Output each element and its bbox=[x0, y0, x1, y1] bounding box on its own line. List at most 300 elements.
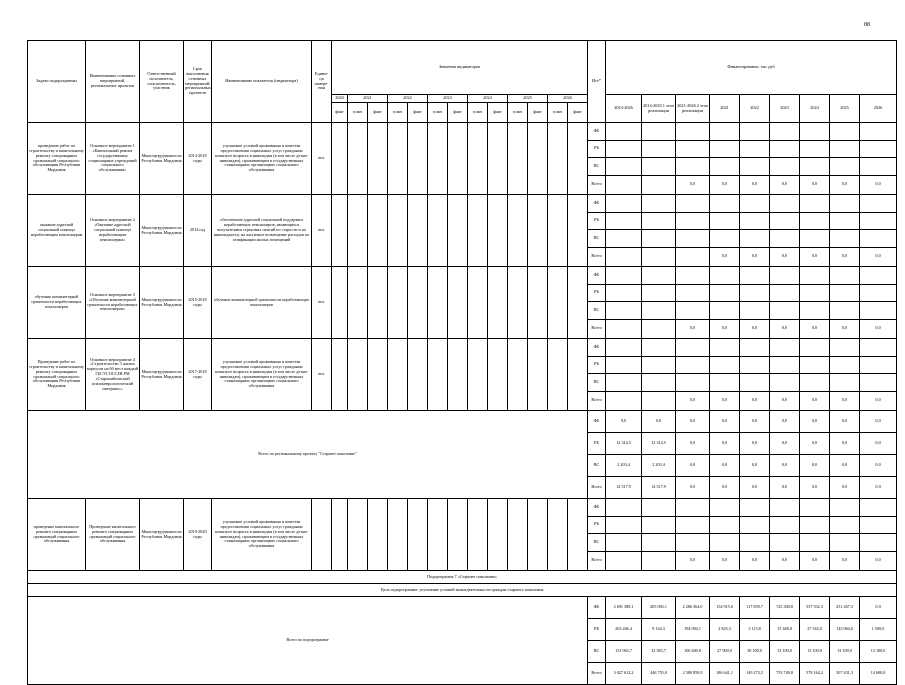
cell-fin-value: 9 144,3 bbox=[642, 619, 676, 641]
cell-fin-value: 2 203,4 bbox=[642, 455, 676, 477]
cell-fin-value bbox=[642, 499, 676, 517]
cell-indicator-value bbox=[528, 123, 548, 195]
cell-fin-value bbox=[830, 302, 860, 320]
cell-indicator-value bbox=[488, 339, 508, 411]
table-row bbox=[28, 339, 897, 357]
cell-fin-value: 0,0 bbox=[676, 175, 710, 195]
cell-fin-value bbox=[800, 534, 830, 552]
header-unit: Едини-ца измере-ния bbox=[312, 41, 332, 123]
cell-indicator-value bbox=[428, 267, 448, 339]
cell-fin-value: 0,0 bbox=[860, 247, 897, 267]
cell-indicator: улучшение условий проживания и качества предоставления социальных услуг гражданам пожилого возраста и инвалидам (в том числе детям-инвалидам), проживающим в государственных стационарных организациях социального обслуживания bbox=[212, 339, 312, 411]
header-year: 2022 bbox=[388, 95, 428, 103]
cell-fin-value: 0,0 bbox=[830, 433, 860, 455]
cell-fin-value: 0,0 bbox=[676, 391, 710, 411]
cell-indicator-value bbox=[508, 339, 528, 411]
cell-fin-value bbox=[642, 339, 676, 357]
cell-fin-value: 0,0 bbox=[710, 175, 740, 195]
cell-fin-value bbox=[800, 302, 830, 320]
cell-indicator: улучшение условий проживания и качества предоставления социальных услуг гражданам пожилого возраста и инвалидам (в том числе детям-инвалидам), проживающим в государственных стационарных организациях социального обслуживания bbox=[212, 499, 312, 571]
cell-indicator-value bbox=[348, 195, 368, 267]
cell-fin-value bbox=[642, 319, 676, 339]
cell-fin-value: 0,0 bbox=[710, 319, 740, 339]
cell-fin-value bbox=[740, 195, 770, 213]
cell-fin-value bbox=[676, 516, 710, 534]
cell-fin-value: 0,0 bbox=[740, 247, 770, 267]
cell-fin-value bbox=[860, 339, 897, 357]
cell-fin-value: 13 100,0 bbox=[830, 641, 860, 663]
cell-indicator-value bbox=[488, 123, 508, 195]
cell-fin-value bbox=[860, 267, 897, 285]
cell-fin-value: 0,0 bbox=[710, 391, 740, 411]
cell-fin-value bbox=[860, 516, 897, 534]
cell-source: РБ bbox=[588, 516, 606, 534]
cell-fin-value bbox=[740, 230, 770, 248]
cell-indicator-value bbox=[368, 195, 388, 267]
cell-indicator-value bbox=[388, 195, 408, 267]
header-plan-fact: план bbox=[388, 103, 408, 123]
cell-fin-value bbox=[740, 212, 770, 230]
cell-fin-value bbox=[800, 230, 830, 248]
cell-fin-value bbox=[710, 195, 740, 213]
cell-indicator-value bbox=[468, 339, 488, 411]
cell-fin-value bbox=[800, 267, 830, 285]
header-plan-fact: план bbox=[428, 103, 448, 123]
cell-fin-value: 0,0 bbox=[860, 477, 897, 499]
cell-source: ФБ bbox=[588, 499, 606, 517]
cell-fin-value bbox=[860, 140, 897, 158]
cell-fin-value: 0,0 bbox=[710, 477, 740, 499]
cell-fin-value: 0,0 bbox=[770, 455, 800, 477]
cell-fin-value bbox=[642, 391, 676, 411]
cell-fin-value: 0,0 bbox=[830, 319, 860, 339]
cell-fin-value: 2 691 388,1 bbox=[606, 597, 642, 619]
cell-fin-value: 14 600,0 bbox=[860, 663, 897, 685]
regional-total-label: Всего по региональному проекту "Старшее поколение" bbox=[28, 411, 588, 499]
cell-fin-value: 194 094,1 bbox=[676, 619, 710, 641]
cell-fin-value bbox=[770, 284, 800, 302]
cell-indicator-value bbox=[388, 267, 408, 339]
header-financing: Финансирование, тыс руб bbox=[606, 41, 897, 95]
cell-fin-value bbox=[740, 123, 770, 141]
cell-fin-value: 0,0 bbox=[676, 477, 710, 499]
cell-fin-value: 0,0 bbox=[740, 551, 770, 571]
cell-fin-value bbox=[860, 534, 897, 552]
cell-fin-value: 0,0 bbox=[800, 551, 830, 571]
cell-term: 2015-2018 годы bbox=[184, 267, 212, 339]
cell-fin-value bbox=[830, 339, 860, 357]
cell-executor: Минсоцтрудзанятости Республики Мордовия bbox=[140, 123, 184, 195]
cell-source: Всего bbox=[588, 319, 606, 339]
header-indicator: Наименование показателя (индикатора) bbox=[212, 41, 312, 123]
cell-fin-value: 27 542,0 bbox=[800, 619, 830, 641]
cell-unit: чел. bbox=[312, 339, 332, 411]
header-plan-fact: план bbox=[468, 103, 488, 123]
cell-indicator-value bbox=[548, 195, 568, 267]
table-row bbox=[28, 195, 897, 213]
cell-unit: чел. bbox=[312, 267, 332, 339]
cell-indicator: обеспечение адресной социальной поддержки неработающих пенсионеров, являющихся получателями страховых пенсий по старости и по инвалидности, на частичное возмещение расходов по газификации жилых помещений bbox=[212, 195, 312, 267]
cell-fin-value bbox=[606, 302, 642, 320]
cell-term: 2014 год bbox=[184, 195, 212, 267]
cell-indicator-value bbox=[448, 123, 468, 195]
cell-indicator-value bbox=[332, 195, 348, 267]
cell-indicator-value bbox=[568, 267, 588, 339]
cell-fin-value: 0,0 bbox=[770, 433, 800, 455]
cell-fin-value bbox=[642, 516, 676, 534]
cell-fin-value bbox=[830, 195, 860, 213]
cell-indicator-value bbox=[508, 123, 528, 195]
cell-fin-value bbox=[642, 267, 676, 285]
cell-indicator-value bbox=[368, 123, 388, 195]
cell-fin-value bbox=[710, 212, 740, 230]
cell-fin-value: 0,0 bbox=[740, 455, 770, 477]
cell-fin-value bbox=[860, 499, 897, 517]
cell-fin-value bbox=[770, 374, 800, 392]
cell-indicator-value bbox=[568, 195, 588, 267]
header-plan-fact: план bbox=[348, 103, 368, 123]
header-fin-col: 2023 bbox=[770, 95, 800, 123]
cell-fin-value: 0,0 bbox=[740, 391, 770, 411]
cell-fin-value: 12 314,5 bbox=[606, 433, 642, 455]
cell-indicator-value bbox=[368, 339, 388, 411]
cell-measure: Основное мероприятие 1 «Капитальный ремонт государственных стационарных учреждений социального обслуживания» bbox=[86, 123, 140, 195]
header-executor: Ответственный исполнитель, соисполнитель, участник bbox=[140, 41, 184, 123]
cell-fin-value: 0,0 bbox=[830, 411, 860, 433]
cell-fin-value bbox=[606, 195, 642, 213]
cell-fin-value: 0,0 bbox=[830, 477, 860, 499]
table-row bbox=[28, 597, 897, 619]
cell-fin-value bbox=[642, 158, 676, 176]
cell-fin-value: 446 755,0 bbox=[642, 663, 676, 685]
cell-term: 2017-2018 годы bbox=[184, 339, 212, 411]
cell-fin-value: 131 963,7 bbox=[606, 641, 642, 663]
cell-fin-value bbox=[606, 158, 642, 176]
cell-fin-value: 13 100,0 bbox=[800, 641, 830, 663]
cell-fin-value bbox=[860, 123, 897, 141]
cell-fin-value bbox=[676, 339, 710, 357]
cell-fin-value: 0,0 bbox=[770, 175, 800, 195]
header-plan-fact: факт bbox=[332, 103, 348, 123]
cell-fin-value: 0,0 bbox=[676, 319, 710, 339]
cell-fin-value bbox=[740, 267, 770, 285]
header-fin-col: 2014-2020 1 этап реализации bbox=[642, 95, 676, 123]
header-values: Значения индикаторов bbox=[332, 41, 588, 95]
cell-indicator-value bbox=[388, 339, 408, 411]
program-table bbox=[27, 40, 897, 685]
cell-indicator-value bbox=[468, 123, 488, 195]
cell-fin-value bbox=[770, 534, 800, 552]
cell-fin-value bbox=[676, 247, 710, 267]
cell-source: ВС bbox=[588, 374, 606, 392]
cell-fin-value: 0,0 bbox=[606, 411, 642, 433]
cell-fin-value: 0,0 bbox=[830, 455, 860, 477]
cell-fin-value bbox=[606, 175, 642, 195]
header-plan-fact: факт bbox=[528, 103, 548, 123]
cell-fin-value: 0,0 bbox=[740, 411, 770, 433]
cell-fin-value bbox=[606, 230, 642, 248]
cell-fin-value bbox=[860, 158, 897, 176]
cell-fin-value: 0,0 bbox=[740, 175, 770, 195]
cell-indicator-value bbox=[568, 499, 588, 571]
cell-fin-value bbox=[770, 267, 800, 285]
cell-fin-value bbox=[606, 551, 642, 571]
header-fin-col: 2022 bbox=[740, 95, 770, 123]
cell-source: РБ bbox=[588, 284, 606, 302]
cell-fin-value bbox=[800, 212, 830, 230]
cell-source: ВС bbox=[588, 455, 606, 477]
header-source: Ист* bbox=[588, 41, 606, 123]
cell-fin-value bbox=[642, 374, 676, 392]
cell-fin-value: 203 266,4 bbox=[606, 619, 642, 641]
cell-fin-value bbox=[710, 123, 740, 141]
cell-indicator-value bbox=[408, 123, 428, 195]
cell-fin-value bbox=[710, 158, 740, 176]
cell-fin-value: 2 203,4 bbox=[606, 455, 642, 477]
cell-indicator-value bbox=[508, 267, 528, 339]
cell-fin-value: 14 517,9 bbox=[606, 477, 642, 499]
cell-fin-value bbox=[800, 284, 830, 302]
cell-fin-value: 0,0 bbox=[770, 391, 800, 411]
cell-fin-value bbox=[606, 267, 642, 285]
cell-source: ФБ bbox=[588, 123, 606, 141]
cell-fin-value bbox=[830, 230, 860, 248]
cell-indicator-value bbox=[568, 339, 588, 411]
cell-fin-value bbox=[830, 212, 860, 230]
cell-fin-value bbox=[606, 516, 642, 534]
cell-indicator-value bbox=[428, 195, 448, 267]
cell-fin-value bbox=[642, 356, 676, 374]
cell-fin-value bbox=[830, 140, 860, 158]
cell-measure: Основное мероприятие 2 «Оказание адресной социальной помощи неработающим пенсионерам» bbox=[86, 195, 140, 267]
cell-indicator-value bbox=[508, 499, 528, 571]
cell-indicator-value bbox=[548, 339, 568, 411]
cell-source: ФБ bbox=[588, 411, 606, 433]
subprogram-total-label: Всего по подпрограмме bbox=[28, 597, 588, 685]
cell-fin-value bbox=[740, 302, 770, 320]
cell-fin-value bbox=[770, 123, 800, 141]
cell-fin-value bbox=[606, 284, 642, 302]
table-row bbox=[28, 123, 897, 141]
cell-fin-value: 0,0 bbox=[860, 597, 897, 619]
cell-indicator-value bbox=[348, 123, 368, 195]
cell-fin-value: 0,0 bbox=[800, 175, 830, 195]
cell-source: ФБ bbox=[588, 597, 606, 619]
cell-fin-value bbox=[642, 284, 676, 302]
cell-fin-value bbox=[860, 302, 897, 320]
cell-source: ВС bbox=[588, 158, 606, 176]
cell-fin-value: 0,0 bbox=[770, 551, 800, 571]
cell-fin-value: 14 517,9 bbox=[642, 477, 676, 499]
cell-fin-value bbox=[642, 534, 676, 552]
cell-measure: Проведение капитального ремонта стационарных организаций социального обслуживания bbox=[86, 499, 140, 571]
cell-source: ВС bbox=[588, 534, 606, 552]
cell-indicator-value bbox=[428, 123, 448, 195]
cell-fin-value bbox=[710, 267, 740, 285]
header-plan-fact: факт bbox=[568, 103, 588, 123]
header-year: 2020 bbox=[332, 95, 348, 103]
cell-fin-value bbox=[740, 158, 770, 176]
cell-fin-value bbox=[642, 175, 676, 195]
cell-fin-value bbox=[800, 516, 830, 534]
cell-fin-value bbox=[710, 302, 740, 320]
cell-fin-value bbox=[740, 516, 770, 534]
header-fin-col: 2025 bbox=[830, 95, 860, 123]
cell-fin-value bbox=[606, 499, 642, 517]
cell-fin-value bbox=[800, 158, 830, 176]
cell-indicator-value bbox=[468, 195, 488, 267]
cell-fin-value: 0,0 bbox=[860, 175, 897, 195]
cell-indicator-value bbox=[488, 267, 508, 339]
cell-indicator-value bbox=[428, 339, 448, 411]
cell-indicator-value bbox=[568, 123, 588, 195]
cell-unit: чел. bbox=[312, 195, 332, 267]
cell-fin-value: 3 113,8 bbox=[740, 619, 770, 641]
table-row bbox=[28, 411, 897, 433]
cell-fin-value bbox=[606, 212, 642, 230]
cell-fin-value: 0,0 bbox=[676, 433, 710, 455]
cell-fin-value: 15 448,8 bbox=[770, 619, 800, 641]
cell-source: Всего bbox=[588, 391, 606, 411]
cell-fin-value: 100 400,0 bbox=[676, 641, 710, 663]
cell-fin-value: 0,0 bbox=[770, 319, 800, 339]
cell-fin-value bbox=[606, 339, 642, 357]
cell-fin-value bbox=[642, 302, 676, 320]
header-task: Задачи подпрограммы bbox=[28, 41, 86, 123]
cell-fin-value bbox=[770, 516, 800, 534]
cell-fin-value bbox=[606, 534, 642, 552]
header-fin-col: 2021-2026 2 этап реализации bbox=[676, 95, 710, 123]
cell-fin-value bbox=[830, 499, 860, 517]
cell-fin-value bbox=[830, 123, 860, 141]
cell-fin-value: 149 273,5 bbox=[740, 663, 770, 685]
cell-fin-value bbox=[770, 302, 800, 320]
cell-fin-value bbox=[676, 195, 710, 213]
cell-fin-value: 0,0 bbox=[710, 551, 740, 571]
cell-term: 2019-2020 годы bbox=[184, 499, 212, 571]
cell-indicator-value bbox=[448, 339, 468, 411]
cell-fin-value: 0,0 bbox=[800, 455, 830, 477]
cell-fin-value: 405 003,1 bbox=[642, 597, 676, 619]
cell-fin-value bbox=[676, 212, 710, 230]
cell-fin-value: 0,0 bbox=[800, 319, 830, 339]
cell-fin-value: 0,0 bbox=[800, 433, 830, 455]
header-fin-col: 2024 bbox=[800, 95, 830, 123]
cell-fin-value: 0,0 bbox=[770, 411, 800, 433]
cell-source: ВС bbox=[588, 302, 606, 320]
cell-fin-value bbox=[676, 267, 710, 285]
cell-fin-value: 0,0 bbox=[860, 319, 897, 339]
cell-fin-value bbox=[676, 123, 710, 141]
cell-indicator-value bbox=[448, 499, 468, 571]
cell-fin-value bbox=[676, 374, 710, 392]
cell-fin-value: 0,0 bbox=[676, 551, 710, 571]
cell-indicator-value bbox=[408, 339, 428, 411]
cell-task: проведение работ по строительству и капитальному ремонту стационарных организаций социального обслуживания Республики Мордовия bbox=[28, 123, 86, 195]
cell-fin-value bbox=[642, 230, 676, 248]
header-term: Срок выполнения основных мероприятий, региональных проектов bbox=[184, 41, 212, 123]
cell-indicator-value bbox=[348, 267, 368, 339]
cell-fin-value bbox=[710, 499, 740, 517]
cell-fin-value: 0,0 bbox=[770, 477, 800, 499]
cell-indicator-value bbox=[548, 499, 568, 571]
cell-fin-value bbox=[676, 356, 710, 374]
cell-fin-value bbox=[642, 551, 676, 571]
cell-fin-value bbox=[860, 195, 897, 213]
cell-indicator-value bbox=[448, 195, 468, 267]
cell-indicator-value bbox=[408, 499, 428, 571]
cell-fin-value bbox=[770, 499, 800, 517]
header-plan-fact: план bbox=[548, 103, 568, 123]
cell-source: ФБ bbox=[588, 339, 606, 357]
cell-fin-value: 2 825,3 bbox=[710, 619, 740, 641]
cell-indicator-value bbox=[388, 499, 408, 571]
cell-fin-value bbox=[740, 374, 770, 392]
cell-fin-value bbox=[770, 140, 800, 158]
cell-fin-value: 0,0 bbox=[740, 319, 770, 339]
cell-fin-value bbox=[860, 230, 897, 248]
cell-fin-value bbox=[830, 356, 860, 374]
cell-fin-value bbox=[800, 356, 830, 374]
cell-source: РБ bbox=[588, 356, 606, 374]
cell-fin-value bbox=[606, 356, 642, 374]
cell-executor: Минсоцтрудзанятости Республики Мордовия bbox=[140, 195, 184, 267]
cell-fin-value: 251 267,3 bbox=[830, 597, 860, 619]
table-row bbox=[28, 571, 897, 584]
cell-indicator-value bbox=[508, 195, 528, 267]
cell-unit bbox=[312, 499, 332, 571]
cell-source: РБ bbox=[588, 619, 606, 641]
cell-fin-value: 0,0 bbox=[860, 551, 897, 571]
cell-indicator: обучение компьютерной грамотности неработающих пенсионеров bbox=[212, 267, 312, 339]
cell-indicator-value bbox=[528, 339, 548, 411]
cell-indicator-value bbox=[408, 267, 428, 339]
cell-indicator-value bbox=[548, 267, 568, 339]
cell-fin-value bbox=[740, 499, 770, 517]
cell-indicator-value bbox=[468, 499, 488, 571]
header-plan-fact: факт bbox=[448, 103, 468, 123]
cell-indicator-value bbox=[388, 123, 408, 195]
cell-fin-value bbox=[740, 284, 770, 302]
cell-source: Всего bbox=[588, 663, 606, 685]
cell-fin-value bbox=[830, 284, 860, 302]
cell-fin-value bbox=[800, 123, 830, 141]
cell-fin-value: 186 641,1 bbox=[710, 663, 740, 685]
cell-fin-value bbox=[676, 158, 710, 176]
cell-fin-value bbox=[710, 339, 740, 357]
cell-fin-value: 0,0 bbox=[830, 175, 860, 195]
header-fin-col: 2021 bbox=[710, 95, 740, 123]
subprogram-title: Подпрограмма 7 «Старшее поколение» bbox=[28, 571, 897, 584]
cell-source: РБ bbox=[588, 212, 606, 230]
page-number: 88 bbox=[864, 22, 870, 28]
cell-fin-value bbox=[770, 158, 800, 176]
cell-indicator-value bbox=[368, 267, 388, 339]
cell-fin-value: 0,0 bbox=[830, 551, 860, 571]
cell-fin-value: 2 580 858,9 bbox=[676, 663, 710, 685]
cell-fin-value bbox=[676, 230, 710, 248]
cell-fin-value bbox=[710, 516, 740, 534]
cell-indicator-value bbox=[468, 267, 488, 339]
cell-fin-value: 0,0 bbox=[740, 433, 770, 455]
cell-source: Всего bbox=[588, 247, 606, 267]
cell-fin-value: 154 915,6 bbox=[710, 597, 740, 619]
cell-indicator-value bbox=[528, 195, 548, 267]
cell-fin-value bbox=[860, 356, 897, 374]
cell-executor: Минсоцтрудзанятости Республики Мордовия bbox=[140, 267, 184, 339]
cell-fin-value bbox=[642, 212, 676, 230]
cell-fin-value bbox=[710, 534, 740, 552]
